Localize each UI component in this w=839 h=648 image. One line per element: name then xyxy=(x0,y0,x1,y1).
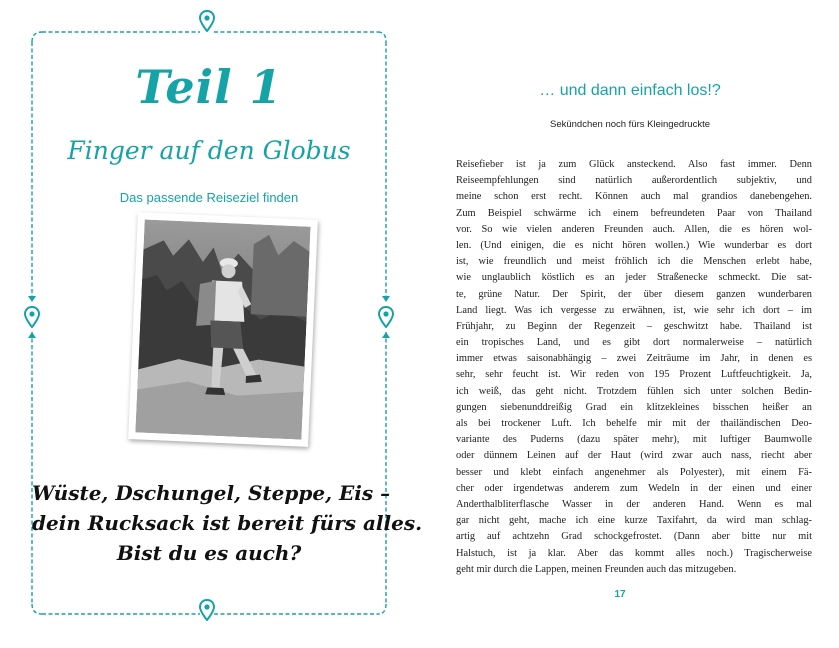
body-line: Land liegt. Was ich vergesse zu erwähnen, ist, wie sehr ich dort – im xyxy=(456,304,812,316)
body-line: cher oder irgendetwas anderem zum Wedeln in der einen und einer xyxy=(456,482,812,494)
body-line: len. (Und einigen, die es nicht hören wollen.) Wie wunderbar es dort xyxy=(456,239,812,251)
section-subheading: Sekündchen noch fürs Kleingedruckte xyxy=(549,119,711,130)
chapter-subtitle: Das passende Reiseziel finden xyxy=(119,190,299,205)
body-line: Frühjahr, zu Beginn der Regenzeit – geschwitzt habe. Thailand ist xyxy=(456,320,812,332)
part-title: Teil 1 xyxy=(135,60,283,114)
chapter-title: Finger auf den Globus xyxy=(67,136,351,165)
body-line: Reiseempfehlungen sind natürlich außerordentlich subjektiv, und xyxy=(456,175,812,187)
body-line: als bei trockener Luft. Ich behelfe mir mit der thailändischen Deo- xyxy=(456,418,812,429)
body-line: wie unglaublich köstlich es an jeder Straßenecke schmeckt. Die sat- xyxy=(456,272,812,284)
body-line: oder dünnem Leinen auf der Haut (wird zwar auch nass, riecht aber xyxy=(456,450,812,462)
photo-frame xyxy=(128,212,318,447)
body-line: gungen siebenunddreißig Grad ein klitzekleines bisschen heißer an xyxy=(456,401,812,413)
quote-line: dein Rucksack ist bereit fürs alles. xyxy=(32,511,423,535)
section-heading: … und dann einfach los!? xyxy=(539,82,721,99)
quote-line: Wüste, Dschungel, Steppe, Eis – xyxy=(32,481,391,505)
body-line: Anderthalbliterflasche Wasser in der anderen Hand. Wenn es mal xyxy=(456,498,812,510)
body-line: variante des Puderns (dazu später mehr), mit luftiger Baumwolle xyxy=(456,434,812,446)
body-line: geht mir durch die Lappen, meinen Freunden auch das mitzugeben. xyxy=(456,563,737,575)
body-line: te, grüne Natur. Der Spirit, der über diesem ganzen wunderbaren xyxy=(456,288,812,300)
body-line: meine schon erst recht. Können auch mal grandios danebengehen. xyxy=(456,191,812,203)
body-line: besser und klebt einfach angenehmer als Polyester), mit einem Fä- xyxy=(456,466,812,478)
quote-line: Bist du es auch? xyxy=(116,541,302,565)
body-line: Reisefieber ist ja zum Glück ansteckend. Also fast immer. Denn xyxy=(456,159,812,170)
body-line: artig auf achtzehn Grad schockgefrostet. (Dann aber bitte nur mit xyxy=(456,531,812,543)
hiker-photo xyxy=(135,219,310,439)
body-line: ein tropisches Land, und es gibt dort normalerweise – natürlich xyxy=(456,337,812,349)
body-line: ich weiß, das geht nicht. Trotzdem fühlen sich unter solchen Bedin- xyxy=(456,385,812,397)
quote xyxy=(32,478,423,568)
body-line: vor. So wie vielen anderen Freunden auch. Allen, die es hören wol- xyxy=(456,223,812,235)
body-line: immer etwas saisonabhängig – zwei Zeiträume im Jahr, in denen es xyxy=(456,353,812,365)
body-line: Halstuch, ist ja klar. Aber das kommt alles noch.) Tragischerweise xyxy=(456,547,812,559)
body-line: sehr, sehr feucht ist. Wir reden von 195 Prozent Luftfeuchtigkeit. Ja, xyxy=(456,369,812,381)
left-page xyxy=(32,30,423,618)
body-line: ist, wie freundlich und meist fröhlich ich die Menschen erlebt habe, xyxy=(456,256,812,268)
body-text xyxy=(456,157,812,578)
page-number: 17 xyxy=(614,589,626,600)
body-line: gar nicht geht, mache ich eine kurze Taxifahrt, da wird man schlag- xyxy=(456,515,812,527)
map-pin-icon xyxy=(199,10,215,32)
body-line: Zum Beispiel schwärme ich einem befreundeten Paar von Thailand xyxy=(456,207,812,219)
